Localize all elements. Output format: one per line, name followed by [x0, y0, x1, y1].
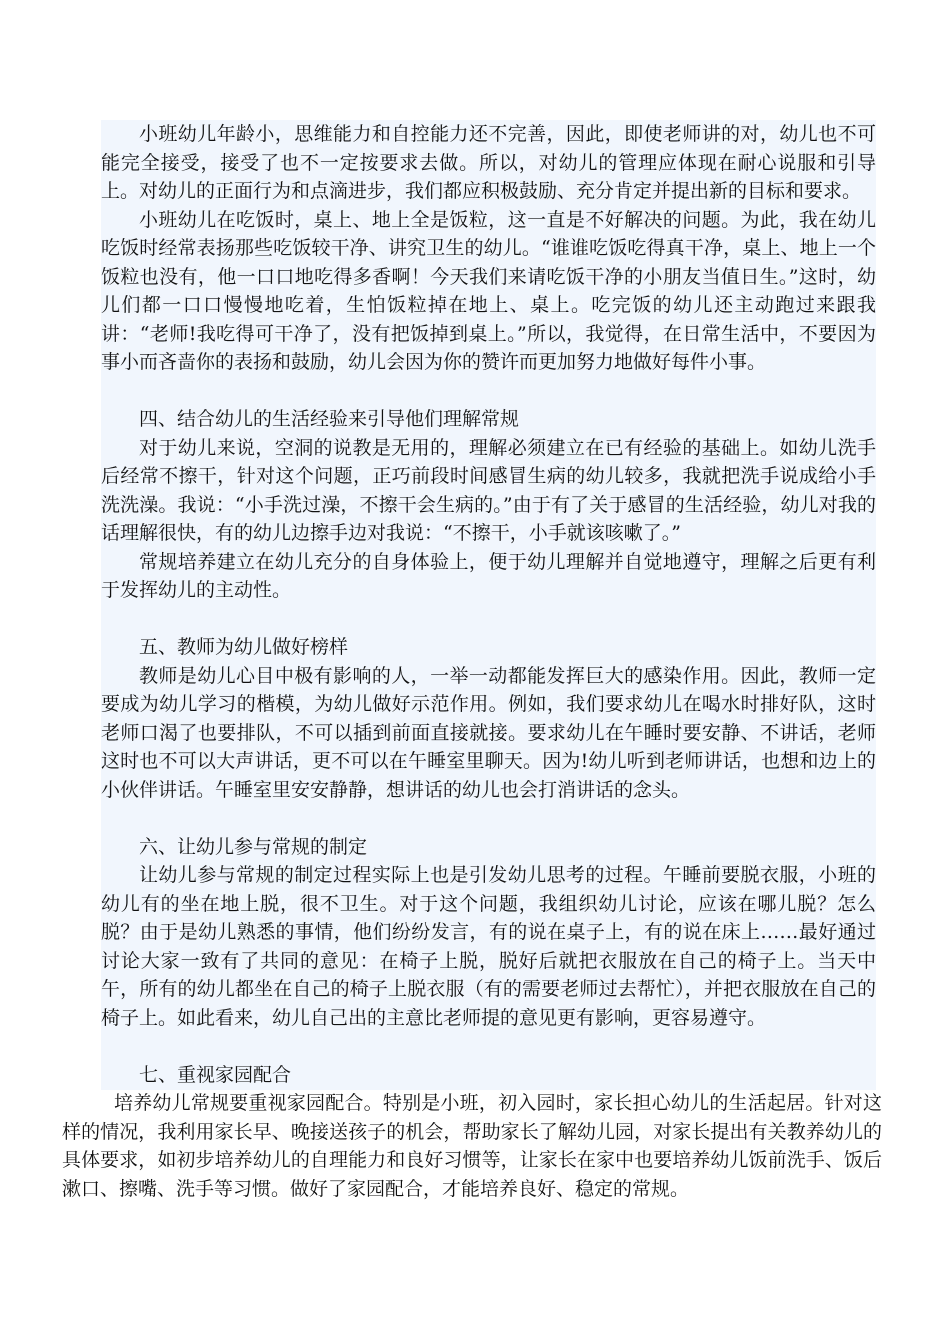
paragraph-gap: [0, 377, 950, 406]
paragraph-home-school: 培养幼儿常规要重视家园配合。特别是小班，初入园时，家长担心幼儿的生活起居。针对这样的情况，我利用家长早、晚接送孩子的机会，帮助家长了解幼儿园，对家长提出有关教养幼儿的具体要求，如初步培养幼儿的自理能力和良好习惯等，让家长在家中也要培养幼儿饭前洗手、饭后漱口、擦嘴、洗手等习惯。做好了家园配合，才能培养良好、稳定的常规。: [62, 1092, 882, 1200]
section-heading-7: 七、重视家园配合: [139, 1063, 292, 1086]
paragraph-patience: 小班幼儿年龄小，思维能力和自控能力还不完善，因此，即使老师讲的对，幼儿也不可能完全接受，接受了也不一定按要求去做。所以，对幼儿的管理应体现在耐心说服和引导上。对幼儿的正面行为和点滴进步，我们都应积极鼓励、充分肯定并提出新的目标和要求。: [101, 123, 876, 202]
section-heading-5: 五、教师为幼儿做好榜样: [139, 636, 349, 658]
section-heading-4: 四、结合幼儿的生活经验来引导他们理解常规: [139, 408, 520, 430]
paragraph-gap: [0, 1032, 950, 1061]
paragraph-experience: 常规培养建立在幼儿充分的自身体验上，便于幼儿理解并自觉地遵守，理解之后更有利于发挥幼儿的主动性。: [101, 550, 876, 601]
section-heading-6: 六、让幼儿参与常规的制定: [139, 835, 368, 858]
paragraph-rule-making: 让幼儿参与常规的制定过程实际上也是引发幼儿思考的过程。午睡前要脱衣服，小班的幼儿有的坐在地上脱，很不卫生。对于这个问题，我组织幼儿讨论，应该在哪儿脱？怎么脱？由于是幼儿熟悉的事情，他们纷纷发言，有的说在桌子上，有的说在床上……最好通过讨论大家一致有了共同的意见：在椅子上脱，脱好后就把衣服放在自己的椅子上。当天中午，所有的幼儿都坐在自己的椅子上脱衣服（有的需要老师过去帮忙），并把衣服放在自己的椅子上。如此看来，幼儿自己出的主意比老师提的意见更有影响，更容易遵守。: [101, 864, 876, 1029]
paragraph-role-model: 教师是幼儿心目中极有影响的人，一举一动都能发挥巨大的感染作用。因此，教师一定要成为幼儿学习的楷模，为幼儿做好示范作用。例如，我们要求幼儿在喝水时排好队，这时老师口渴了也要排队，不可以插到前面直接就接。要求幼儿在午睡时要安静、不讲话，老师这时也不可以大声讲话，更不可以在午睡室里聊天。因为!幼儿听到老师讲话，也想和边上的小伙伴讲话。午睡室里安安静静，想讲话的幼儿也会打消讲话的念头。: [101, 664, 876, 801]
article-body: [0, 120, 950, 1203]
paragraph-gap: [0, 804, 950, 833]
paragraph-handwashing: 对于幼儿来说，空洞的说教是无用的，理解必须建立在已有经验的基础上。如幼儿洗手后经常不擦干，针对这个问题，正巧前段时间感冒生病的幼儿较多，我就把洗手说成给小手洗洗澡。我说：“小手洗过澡，不擦干会生病的。”由于有了关于感冒的生活经验，幼儿对我的话理解很快，有的幼儿边擦手边对我说：“不擦干，小手就该咳嗽了。”: [101, 436, 876, 544]
paragraph-eating-praise: 小班幼儿在吃饭时，桌上、地上全是饭粒，这一直是不好解决的问题。为此，我在幼儿吃饭时经常表扬那些吃饭较干净、讲究卫生的幼儿。“谁谁吃饭吃得真干净，桌上、地上一个饭粒也没有，他一口口地吃得多香啊！今天我们来请吃饭干净的小朋友当值日生。”这时，幼儿们都一口口慢慢地吃着，生怕饭粒掉在地上、桌上。吃完饭的幼儿还主动跑过来跟我讲：“老师!我吃得可干净了，没有把饭掉到桌上。”所以，我觉得，在日常生活中，不要因为事小而吝啬你的表扬和鼓励，幼儿会因为你的赞许而更加努力地做好每件小事。: [101, 208, 876, 373]
paragraph-gap: [0, 605, 950, 634]
